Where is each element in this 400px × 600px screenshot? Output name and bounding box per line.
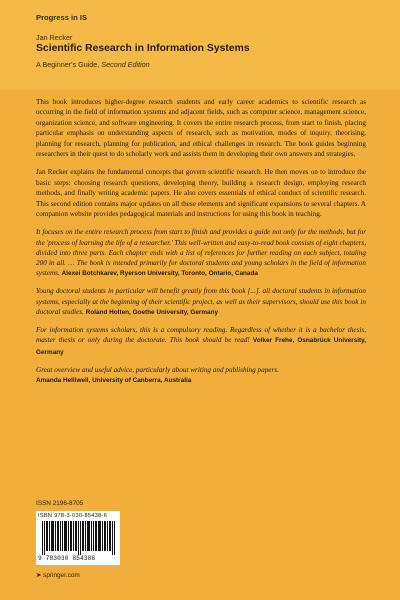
review-quote — [36, 227, 366, 279]
publisher-website[interactable]: ➤ springer.com — [36, 572, 80, 579]
review-attribution: Roland Holten, Goethe University, Germany — [85, 308, 219, 316]
subtitle-text: A Beginner's Guide, — [36, 60, 100, 69]
book-title: Scientific Research in Information Systems — [36, 43, 250, 54]
review-text: Great overview and useful advice, particularly about writing and publishing papers. — [36, 365, 279, 374]
review-text: For information systems scholars, this is a compulsory reading. Regardless of whether it is a bachelor thesis, master thesis or only during the doctorate. This book should be read! — [36, 326, 366, 345]
review-text: It focuses on the entire research process from start to finish and provides a guide not only for the methods, but for the 'process of learning the life of a researcher.' This well-written and easy-to-read book consists of eight chapters, divided into three parts. Each chapter ends with a list of references for further reading on each subject, totaling 200 in all. … The book is intended primarily for doctoral students and young scholars in the field of information systems. — [36, 228, 366, 278]
website-text[interactable]: springer.com — [43, 572, 80, 579]
back-cover-text — [36, 97, 366, 393]
review-quote — [36, 325, 366, 358]
review-attribution: Volker Frehe, Osnabrück University, Germany — [36, 337, 367, 356]
review-text: Young doctoral students in particular will benefit greatly from this book [...]. all doctoral students in information systems, especially at the beginning of their scientific project, as well as their supervisors, should use this book in doctoral studies. — [36, 287, 366, 316]
review-quote — [36, 286, 366, 318]
review-attribution: Alexei Botchkarev, Ryerson University, Toronto, Ontario, Canada — [61, 270, 258, 278]
barcode-bars — [42, 521, 116, 555]
isbn-label: ISBN 978-3-030-85438-6 — [38, 513, 108, 519]
series-name: Progress in IS — [36, 13, 88, 22]
edition-label: Second Edition — [101, 60, 150, 69]
review-attribution: Amanda Helliwell, University of Canberra, Australia — [36, 376, 192, 384]
review-quote — [36, 365, 366, 386]
author-name: Jan Recker — [36, 33, 73, 42]
description-paragraph: This book introduces higher-degree research students and early career academics to scientific research as occurring in the field of information systems and adjacent fields, such as computer science, management science, organization science, and software engineering. It covers the entire research process, from start to finish, placing particular emphasis on understanding aspects of research, such as motivation, modes of inquiry, theorising, planning for research, planning for publication, and ethical challenges in research. The book guides beginning researchers in their quest to do scholarly work and assists them in developing their own answers and strategies. — [36, 98, 366, 159]
book-subtitle — [36, 60, 150, 69]
barcode — [36, 511, 120, 565]
issn-label: ISSN 2196-8705 — [36, 500, 84, 507]
barcode-digits: 9 783030 854386 — [38, 555, 96, 562]
description-paragraph: Jan Recker explains the fundamental concepts that govern scientific research. He then moves on to introduce the basic steps: choosing research questions, developing theory, building a research design, employing research methods, and finally writing academic papers. He also covers essentials of ethical conduct of scientific research. This second edition contains major updates on all these elements and significant expansions to several chapters. A companion website provides pedagogical materials and instructions for using this book in teaching. — [36, 168, 366, 219]
